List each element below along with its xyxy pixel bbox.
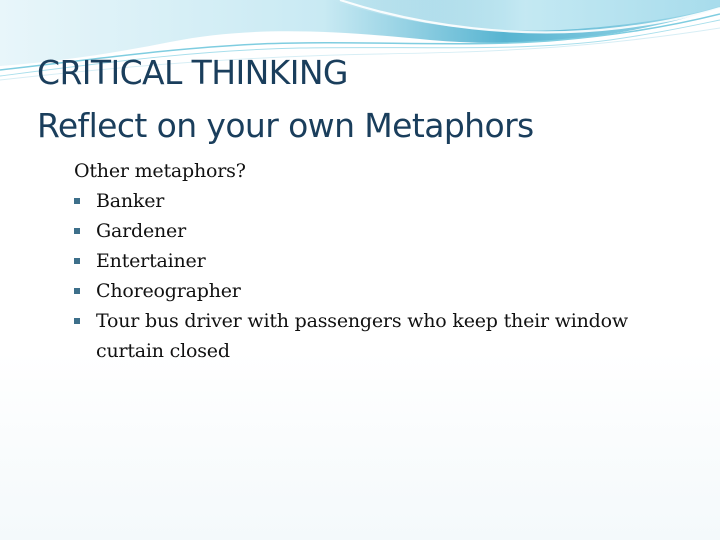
list-item	[74, 306, 694, 366]
square-bullet-icon	[74, 318, 80, 324]
title-line-2: Reflect on your own Metaphors	[37, 106, 534, 145]
list-item	[74, 216, 694, 246]
slide-title	[37, 46, 534, 152]
list-item-text: Tour bus driver with passengers who keep their window curtain closed	[96, 310, 628, 362]
list-item	[74, 246, 694, 276]
slide-body	[74, 156, 694, 366]
list-item-text: Entertainer	[96, 250, 206, 272]
title-line-1: CRITICAL THINKING	[37, 53, 348, 92]
list-item-text: Gardener	[96, 220, 186, 242]
list-item	[74, 186, 694, 216]
list-item-text: Choreographer	[96, 280, 241, 302]
list-item	[74, 276, 694, 306]
bullet-list	[74, 186, 694, 366]
list-item-text: Banker	[96, 190, 165, 212]
square-bullet-icon	[74, 288, 80, 294]
square-bullet-icon	[74, 258, 80, 264]
square-bullet-icon	[74, 198, 80, 204]
intro-text: Other metaphors?	[74, 160, 246, 182]
square-bullet-icon	[74, 228, 80, 234]
